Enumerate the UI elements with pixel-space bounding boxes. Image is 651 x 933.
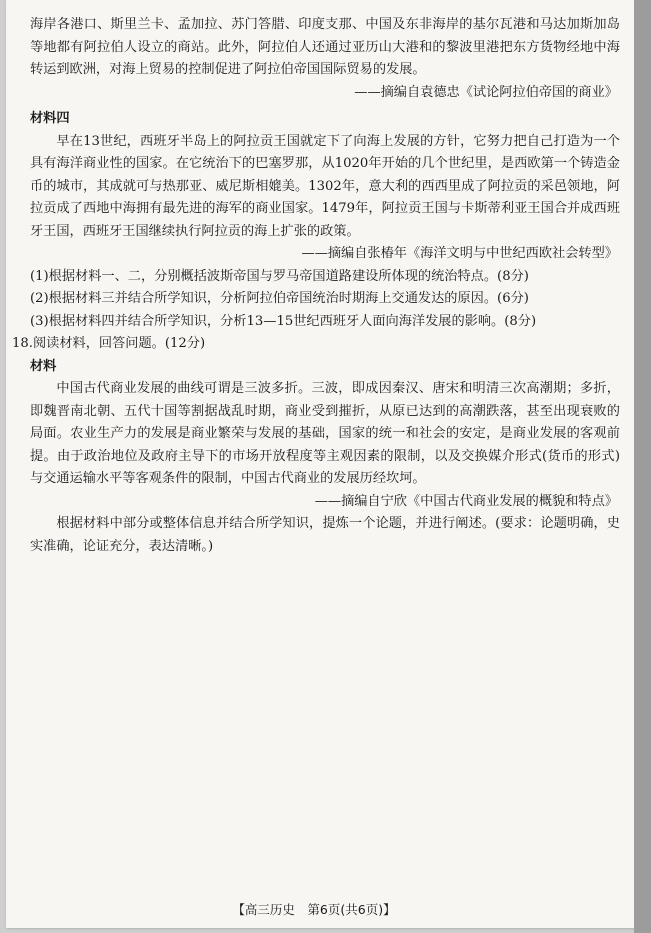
question-18-citation: ——摘编自宁欣《中国古代商业发展的概貌和特点》 (314, 493, 618, 509)
material4-body: 早在13世纪，西班牙半岛上的阿拉贡王国就定下了向海上发展的方针，它努力把自己打造为一个具有海洋商业性的国家。在它统治下的巴塞罗那，从1020年开始的几个世纪里，是西欧第一个铸造金币的城市，其成就可与热那亚、威尼斯相媲美。1302年，意大利的西西里成了阿拉贡的采邑领地，阿拉贡成了西地中海拥有最先进的海军的商业国家。1479年，阿拉贡王国与卡斯蒂利亚王国合并成西班牙王国，西班牙王国继续执行阿拉贡的海上扩张的政策。 (30, 133, 620, 239)
question-18-instruction: 根据材料中部分或整体信息并结合所学知识，提炼一个论题，并进行阐述。(要求：论题明确，史实准确，论证充分，表达清晰。) (30, 516, 620, 554)
question-18-title: 18.阅读材料，回答问题。(12分) (12, 336, 206, 351)
question-17-3: (3)根据材料四并结合所学知识，分析13—15世纪西班牙人面向海洋发展的影响。(8分) (30, 313, 537, 329)
page-footer: 【高三历史 第6页(共6页)】 (232, 902, 396, 917)
material4-citation: ——摘编自张椿年《海洋文明与中世纪西欧社会转型》 (301, 246, 618, 261)
question-17-2: (2)根据材料三并结合所学知识，分析阿拉伯帝国统治时期海上交通发达的原因。(6分) (30, 291, 529, 306)
question-18-material-body: 中国古代商业发展的曲线可谓是三波多折。三波，即成因秦汉、唐宋和明清三次高潮期；多折，即魏晋南北朝、五代十国等割据战乱时期，商业受到摧折，从原已达到的高潮跌落，甚至出现衰败的局面。农业生产力的发展是商业繁荣与发展的基础，国家的统一和社会的安定，是商业发展的客观前提。由于政治地位及政府主导下的市场开放程度等主观因素的限制，以及交换媒介形式(货币的形式)与交通运输水平等客观条件的限制，中国古代商业的发展历经坎坷。 (30, 381, 620, 486)
question-18-material-heading: 材料 (30, 358, 57, 374)
material3-citation: ——摘编自袁德忠《试论阿拉伯帝国的商业》 (354, 84, 618, 100)
question-17-1: (1)根据材料一、二，分别概括波斯帝国与罗马帝国道路建设所体现的统治特点。(8分) (30, 268, 529, 284)
adjacent-page-edge (634, 0, 651, 933)
page-content (12, 14, 620, 558)
material4-heading: 材料四 (30, 111, 70, 126)
material3-continuation: 海岸各港口、斯里兰卡、孟加拉、苏门答腊、印度支那、中国及东非海岸的基尔瓦港和马达加斯加岛等地都有阿拉伯人设立的商站。此外，阿拉伯人还通过亚历山大港和的黎波里港把东方货物经地中海转运到欧洲，对海上贸易的控制促进了阿拉伯帝国国际贸易的发展。 (30, 17, 620, 77)
